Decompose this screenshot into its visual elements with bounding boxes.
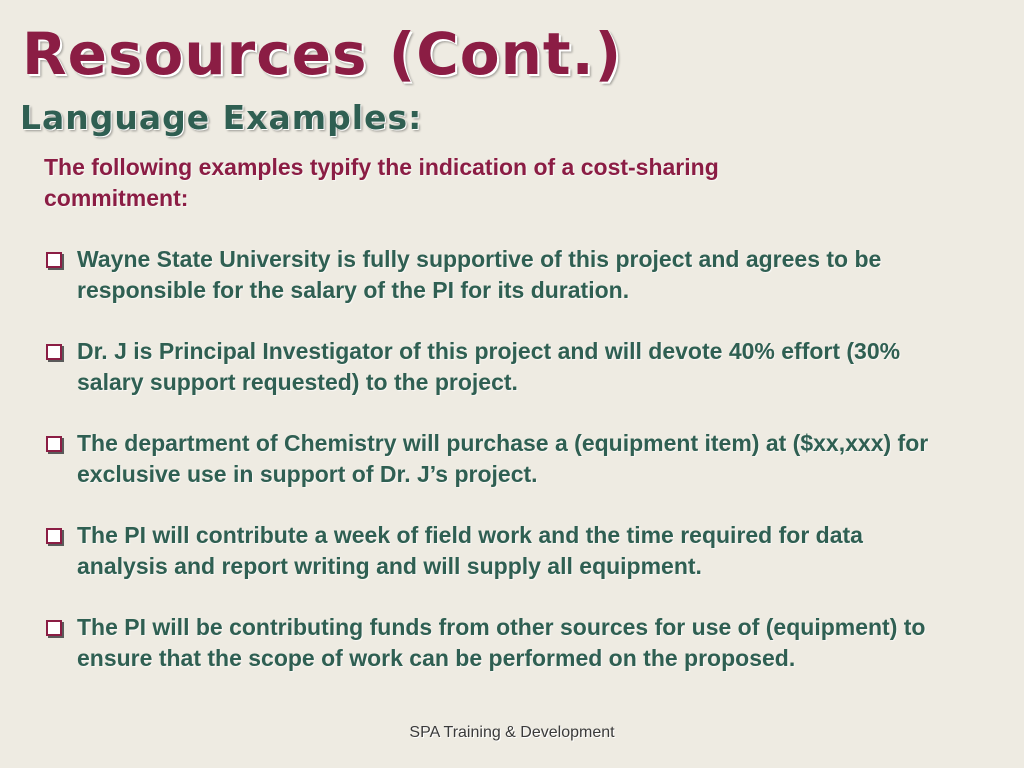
checkbox-square-icon: [46, 620, 62, 636]
bullet-list: [44, 244, 944, 704]
bullet-item: [44, 612, 944, 674]
footer: [0, 722, 1024, 744]
slide-subtitle: Language Examples:: [20, 98, 423, 137]
bullet-text: Wayne State University is fully supportive of this project and agrees to be responsible for the salary of the PI for its duration.: [77, 246, 882, 303]
bullet-text: Dr. J is Principal Investigator of this project and will devote 40% effort (30% salary support requested) to the project.: [77, 338, 901, 395]
bullet-item: [44, 336, 944, 398]
slide-title: Resources (Cont.): [22, 20, 623, 88]
bullet-text: The PI will be contributing funds from other sources for use of (equipment) to ensure that the scope of work can be performed on the proposed.: [77, 614, 926, 671]
bullet-item: [44, 244, 944, 306]
checkbox-square-icon: [46, 344, 62, 360]
bullet-text: The PI will contribute a week of field work and the time required for data analysis and report writing and will supply all equipment.: [77, 522, 863, 579]
checkbox-square-icon: [46, 528, 62, 544]
bullet-item: [44, 520, 944, 582]
footer-text: SPA Training & Development: [409, 724, 615, 741]
bullet-text: The department of Chemistry will purchase a (equipment item) at ($xx,xxx) for exclusive use in support of Dr. J’s project.: [77, 430, 929, 487]
checkbox-square-icon: [46, 436, 62, 452]
bullet-item: [44, 428, 944, 490]
intro-text: The following examples typify the indication of a cost-sharing commitment:: [44, 154, 719, 211]
checkbox-square-icon: [46, 252, 62, 268]
